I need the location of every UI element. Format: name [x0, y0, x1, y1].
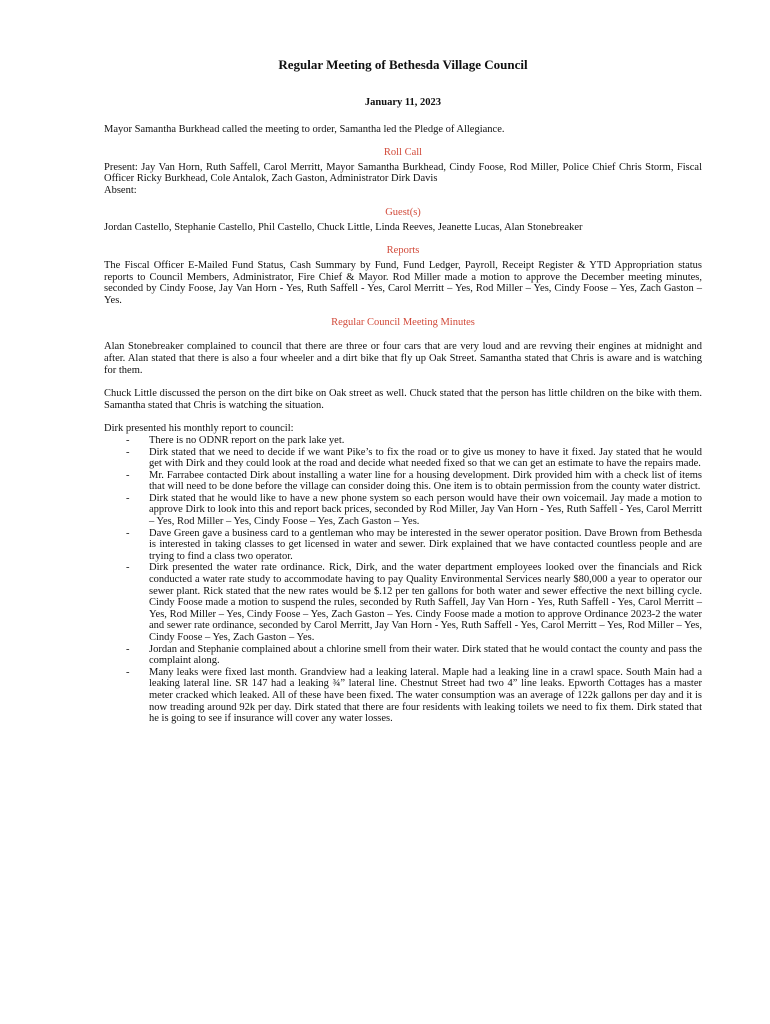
reports-heading: Reports	[386, 244, 420, 256]
dash-bullet: -	[126, 527, 130, 539]
guests-heading: Guest(s)	[385, 207, 421, 219]
dash-bullet: -	[126, 434, 130, 446]
list-item-text: Many leaks were fixed last month. Grandview had a leaking lateral. Maple had a leaking line in a crawl space. South Main had a leaking lateral line. SR 147 had a leaking ¾” lateral line. Chestnut Street had two 4” line leaks. Epworth Cottages has a master meter cracked which leaked. All of these have been fixed. The water consumption was an average of 122k gallons per day and it is now treading around 92k per day. Dirk stated that there are four residents with leaking toilets we need to fix them. Dirk stated that he is going to see if insurance will cover any water losses.	[149, 666, 702, 725]
dash-bullet: -	[126, 492, 130, 504]
list-item-text: Dirk stated that he would like to have a new phone system so each person would have their own voicemail. Jay made a motion to approve Dirk to look into this and report back prices, seconded by Rod Miller, Jay Van Horn - Yes, Ruth Saffell - Yes, Carol Merritt – Yes, Rod Miller – Yes, Cindy Foose – Yes, Zach Gaston – Yes.	[149, 492, 702, 528]
guests-list: Jordan Castello, Stephanie Castello, Phil Castello, Chuck Little, Linda Reeves, Jeanette Lucas, Alan Stonebreaker	[104, 222, 583, 234]
dash-bullet: -	[126, 469, 130, 481]
list-item-text: Dirk presented the water rate ordinance. Rick, Dirk, and the water department employees looked over the financials and Rick conducted a water rate study to accommodate having to pay Quality Environmental Services nearly $80,000 a year to operator our sewer plant. Rick stated that the new rates would be $.12 per ten gallons for both water and sewer effective the next billing cycle. Cindy Foose made a motion to suspend the rules, seconded by Ruth Saffell, Jay Van Horn - Yes, Ruth Saffell - Yes, Carol Merritt – Yes, Rod Miller – Yes, Cindy Foose – Yes, Zach Gaston – Yes. Cindy Foose made a motion to approve Ordinance 2023-2 the water and sewer rate ordinance, seconded by Carol Merritt, Jay Van Horn - Yes, Ruth Saffell - Yes, Carol Merritt – Yes, Rod Miller – Yes, Cindy Foose – Yes, Zach Gaston – Yes.	[149, 562, 702, 643]
list-item	[104, 528, 702, 563]
dash-bullet: -	[126, 643, 130, 655]
present-list: Present: Jay Van Horn, Ruth Saffell, Carol Merritt, Mayor Samantha Burkhead, Cindy Foose, Rod Miller, Police Chief Chris Storm, Fiscal Officer Ricky Burkhead, Cole Antalok, Zach Gaston, Administrator Dirk Davis	[104, 161, 702, 185]
dirk-report-intro: Dirk presented his monthly report to council:	[104, 423, 294, 435]
document-title: Regular Meeting of Bethesda Village Council	[278, 57, 528, 72]
list-item	[104, 470, 702, 493]
list-item-text: Jordan and Stephanie complained about a chlorine smell from their water. Dirk stated that he would contact the county and pass the complaint along.	[149, 643, 702, 667]
list-item	[104, 644, 702, 667]
absent-list: Absent:	[104, 184, 137, 196]
minutes-paragraph: Chuck Little discussed the person on the dirt bike on Oak street as well. Chuck stated that the person has little children on the bike with them. Samantha stated that Chris is watching the situation.	[104, 388, 702, 411]
list-item	[104, 667, 702, 725]
list-item	[104, 562, 702, 643]
dash-bullet: -	[126, 446, 130, 458]
roll-call-heading: Roll Call	[383, 146, 423, 158]
list-item-text: There is no ODNR report on the park lake yet.	[149, 434, 345, 446]
dash-bullet: -	[126, 666, 130, 678]
dash-bullet: -	[126, 562, 130, 574]
list-item-text: Mr. Farrabee contacted Dirk about installing a water line for a housing development. Dirk provided him with a check list of items that will need to be done before the village can consider doing this. One item is to obtain permission from the county water district.	[149, 469, 702, 493]
list-item	[104, 435, 702, 447]
list-item-text: Dirk stated that we need to decide if we want Pike’s to fix the road or to give us money to have it fixed. Jay stated that he would get with Dirk and they could look at the road and decide what needed fixed so that we can get an estimate to have the repairs made.	[149, 446, 702, 470]
dirk-report-list	[104, 435, 702, 725]
opening-paragraph: Mayor Samantha Burkhead called the meeting to order, Samantha led the Pledge of Allegiance.	[104, 124, 505, 135]
minutes-paragraph: Alan Stonebreaker complained to council that there are three or four cars that are very loud and are revving their engines at midnight and after. Alan stated that there is also a four wheeler and a dirt bike that fly up Oak Street. Samantha stated that Chris is aware and is watching for them.	[104, 341, 702, 376]
list-item-text: Dave Green gave a business card to a gentleman who may be interested in the sewer operator position. Dave Brown from Bethesda is interested in taking classes to get licensed in water and sewer. Dirk explained that we have contacted countless people and are trying to find a class two operator.	[149, 527, 702, 562]
list-item	[104, 493, 702, 528]
meeting-date: January 11, 2023	[364, 97, 442, 108]
reports-paragraph: The Fiscal Officer E-Mailed Fund Status, Cash Summary by Fund, Fund Ledger, Payroll, Receipt Register & YTD Appropriation status reports to Council Members, Administrator, Fire Chief & Mayor. Rod Miller made a motion to approve the December meeting minutes, seconded by Cindy Foose, Jay Van Horn - Yes, Ruth Saffell - Yes, Carol Merritt – Yes, Rod Miller – Yes, Cindy Foose – Yes, Zach Gaston – Yes.	[104, 259, 702, 306]
list-item	[104, 447, 702, 470]
minutes-heading: Regular Council Meeting Minutes	[331, 317, 475, 329]
